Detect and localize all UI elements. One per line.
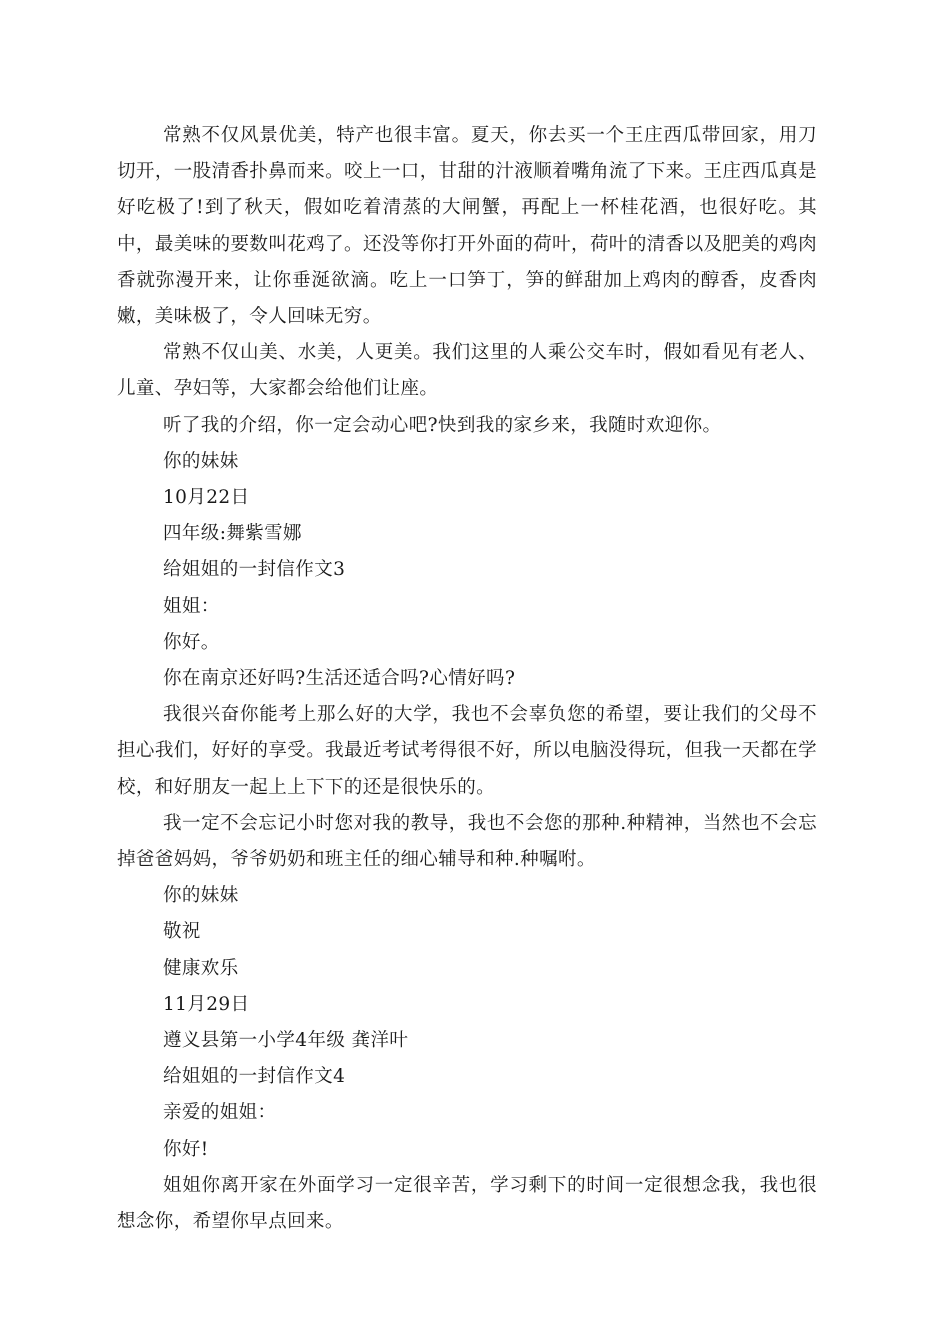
paragraph-people: 常熟不仅山美、水美，人更美。我们这里的人乘公交车时，假如看见有老人、儿童、孕妇等，大家都会给他们让座。 [117, 342, 817, 400]
paragraph-university: 我很兴奋你能考上那么好的大学，我也不会辜负您的希望，要让我们的父母不担心我们，好好的享受。我最近考试考得很不好，所以电脑没得玩，但我一天都在学校，和好朋友一起上上下下的还是很快乐的。 [117, 704, 817, 798]
author-line: 四年级:舞紫雪娜 [163, 523, 302, 545]
paragraph-questions: 你在南京还好吗?生活还适合吗?心情好吗? [163, 668, 516, 690]
document-body [117, 118, 817, 1240]
section-title: 给姐姐的一封信作文3 [163, 559, 346, 581]
greeting-line: 你好! [163, 1138, 209, 1160]
paragraph-missing-you: 姐姐你离开家在外面学习一定很辛苦，学习剩下的时间一定很想念我，我也很想念你，希望你早点回来。 [117, 1174, 817, 1233]
section-title: 给姐姐的一封信作文4 [163, 1066, 346, 1088]
paragraph-teaching: 我一定不会忘记小时您对我的教导，我也不会您的那种.种精神，当然也不会忘掉爸爸妈妈，爷爷奶奶和班主任的细心辅导和种.种嘱咐。 [117, 812, 817, 871]
signature-line: 你的妹妹 [163, 450, 239, 472]
closing-wish-line: 健康欢乐 [163, 957, 239, 979]
salutation-line: 姐姐： [163, 595, 220, 617]
paragraph-invitation: 听了我的介绍，你一定会动心吧?快到我的家乡来，我随时欢迎你。 [163, 414, 722, 436]
date-line: 11月29日 [163, 993, 250, 1015]
date-line: 10月22日 [163, 487, 250, 509]
closing-line: 敬祝 [163, 921, 201, 943]
salutation-line: 亲爱的姐姐： [163, 1102, 277, 1124]
greeting-line: 你好。 [163, 631, 220, 653]
signature-line: 你的妹妹 [163, 885, 239, 907]
paragraph-specialties: 常熟不仅风景优美，特产也很丰富。夏天，你去买一个王庄西瓜带回家，用刀切开，一股清香扑鼻而来。咬上一口，甘甜的汁液顺着嘴角流了下来。王庄西瓜真是好吃极了!到了秋天，假如吃着清蒸的大闸蟹，再配上一杯桂花酒，也很好吃。其中，最美味的要数叫花鸡了。还没等你打开外面的荷叶，荷叶的清香以及肥美的鸡肉香就弥漫开来，让你垂涎欲滴。吃上一口笋丁，笋的鲜甜加上鸡肉的醇香，皮香肉嫩，美味极了，令人回味无穷。 [117, 125, 817, 328]
author-line: 遵义县第一小学4年级 龚洋叶 [163, 1030, 409, 1052]
